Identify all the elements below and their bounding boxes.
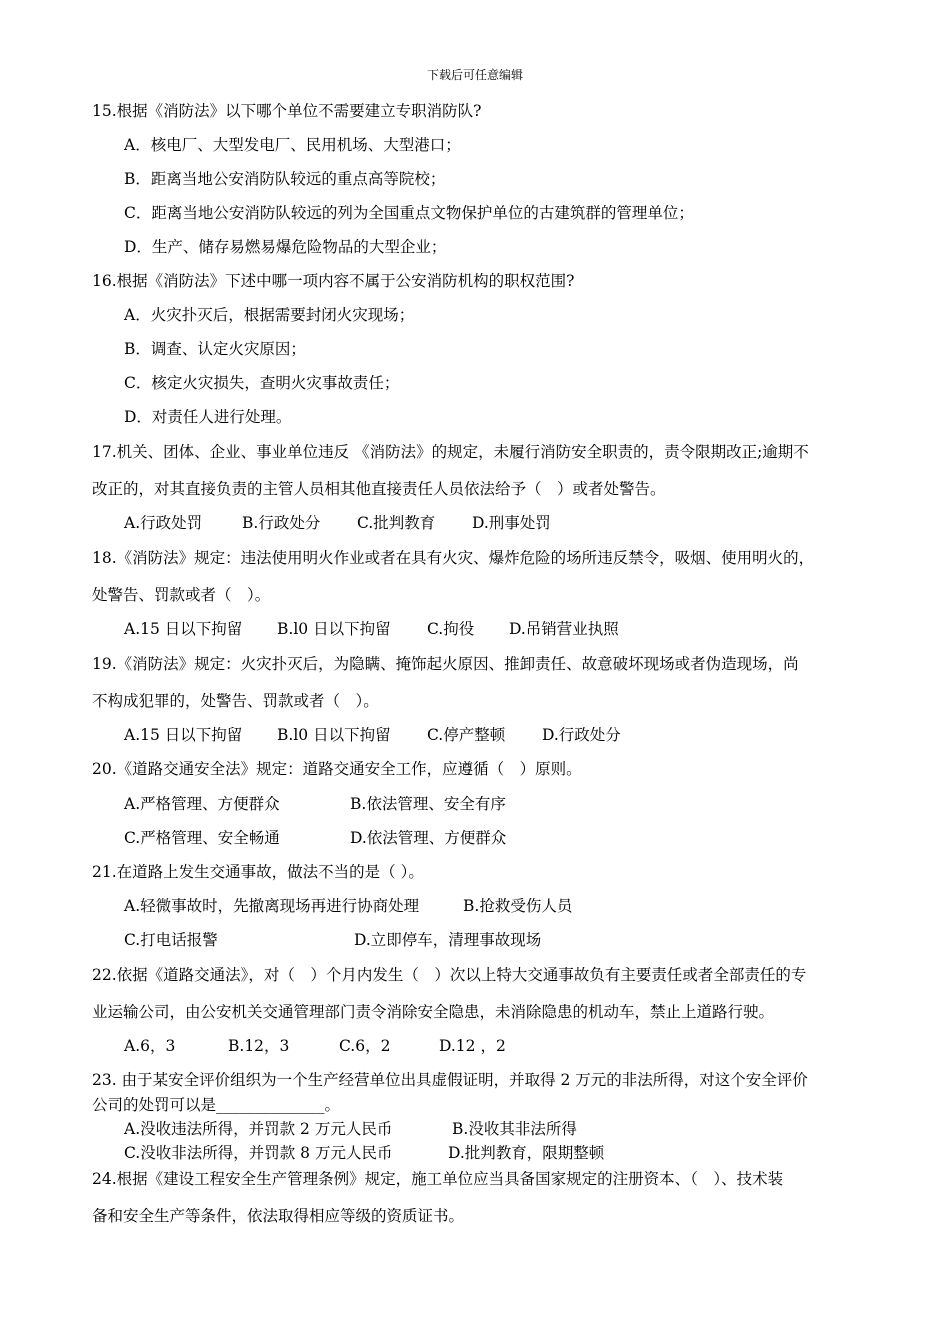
question-18-stem-line-1: 18.《消防法》规定：违法使用明火作业或者在具有火灾、爆炸危险的场所违反禁令，吸烟、使用明火的， [92,549,815,567]
question-21-option-c: C.打电话报警 [124,931,218,949]
question-22-option-b: B.12，3 [228,1037,290,1055]
question-22-stem-line-2: 业运输公司，由公安机关交通管理部门责令消除安全隐患，未消除隐患的机动车，禁止上道路行驶。 [92,1003,775,1021]
question-17-option-c: C.批判教育 [357,514,436,532]
question-17-option-a: A.行政处罚 [124,514,203,532]
question-16-option-c: C．核定火灾损失，查明火灾事故责任； [124,374,400,392]
question-18-stem-line-2: 处警告、罚款或者（ ）。 [92,586,271,604]
question-16-stem: 16.根据《消防法》下述中哪一项内容不属于公安消防机构的职权范围? [92,272,575,290]
question-21-option-d: D.立即停车，清理事故现场 [354,931,542,949]
question-23-stem-line-1: 23. 由于某安全评价组织为一个生产经营单位出具虚假证明，并取得 2 万元的非法所得，对这个安全评价 [92,1071,808,1089]
question-15-option-b: B．距离当地公安消防队较远的重点高等院校； [124,170,446,188]
question-24-stem-line-1: 24.根据《建设工程安全生产管理条例》规定，施工单位应当具备国家规定的注册资本、（ ）、技术装 [92,1170,784,1188]
question-16-option-b: B．调查、认定火灾原因； [124,340,306,358]
question-20-option-d: D.依法管理、方便群众 [350,829,507,847]
question-23-option-c: C.没收非法所得，并罚款 8 万元人民币 [124,1144,393,1162]
question-15-stem: 15.根据《消防法》以下哪个单位不需要建立专职消防队? [92,102,482,120]
question-18-option-c: C.拘役 [427,620,475,638]
question-15-option-d: D．生产、储存易燃易爆危险物品的大型企业； [124,238,447,256]
question-20-option-c: C.严格管理、安全畅通 [124,829,280,847]
question-24-stem-line-2: 备和安全生产等条件，依法取得相应等级的资质证书。 [92,1207,465,1225]
question-16-option-d: D．对责任人进行处理。 [124,408,292,426]
question-19-stem-line-2: 不构成犯罪的，处警告、罚款或者（ ）。 [92,692,379,710]
question-20-option-b: B.依法管理、安全有序 [350,795,506,813]
question-19-option-d: D.行政处分 [542,726,621,744]
question-19-option-b: B.l0 日以下拘留 [277,726,391,744]
question-22-option-c: C.6，2 [339,1037,391,1055]
question-22-option-a: A.6，3 [124,1037,176,1055]
question-18-option-d: D.吊销营业执照 [509,620,619,638]
question-17-option-b: B.行政处分 [242,514,321,532]
question-17-stem-line-1: 17.机关、团体、企业、事业单位违反 《消防法》的规定，未履行消防安全职责的，责令限期改正;逾期不 [92,443,809,461]
question-15-option-c: C．距离当地公安消防队较远的列为全国重点文物保护单位的古建筑群的管理单位； [124,204,694,222]
question-16-option-a: A．火灾扑灭后，根据需要封闭火灾现场； [124,306,415,324]
question-15-option-a: A．核电厂、大型发电厂、民用机场、大型港口； [124,136,461,154]
question-22-stem-line-1: 22.依据《道路交通法》，对（ ）个月内发生（ ）次以上特大交通事故负有主要责任或者全部责任的专 [92,966,807,984]
question-19-option-a: A.15 日以下拘留 [124,726,243,744]
question-23-stem-line-2: 公司的处罚可以是______________。 [92,1096,341,1114]
question-17-stem-line-2: 改正的，对其直接负责的主管人员相其他直接责任人员依法给予（ ）或者处警告。 [92,480,666,498]
question-20-stem: 20.《道路交通安全法》规定：道路交通安全工作，应遵循（ ）原则。 [92,760,582,778]
question-21-option-b: B.抢救受伤人员 [463,897,573,915]
question-23-option-d: D.批判教育，限期整顿 [448,1144,605,1162]
question-23-option-b: B.没收其非法所得 [452,1120,577,1138]
question-18-option-a: A.15 日以下拘留 [124,620,243,638]
question-19-stem-line-1: 19.《消防法》规定：火灾扑灭后，为隐瞒、掩饰起火原因、推卸责任、故意破坏现场或者伪造现场，尚 [92,655,799,673]
question-17-option-d: D.刑事处罚 [472,514,551,532]
question-22-option-d: D.12 ，2 [439,1037,506,1055]
question-21-stem: 21.在道路上发生交通事故，做法不当的是（ ）。 [92,863,424,881]
question-19-option-c: C.停产整顿 [427,726,506,744]
question-23-option-a: A.没收违法所得，并罚款 2 万元人民币 [124,1120,393,1138]
question-21-option-a: A.轻微事故时，先撤离现场再进行协商处理 [124,897,420,915]
question-20-option-a: A.严格管理、方便群众 [124,795,280,813]
question-18-option-b: B.l0 日以下拘留 [277,620,391,638]
page-header: 下载后可任意编辑 [426,68,523,82]
